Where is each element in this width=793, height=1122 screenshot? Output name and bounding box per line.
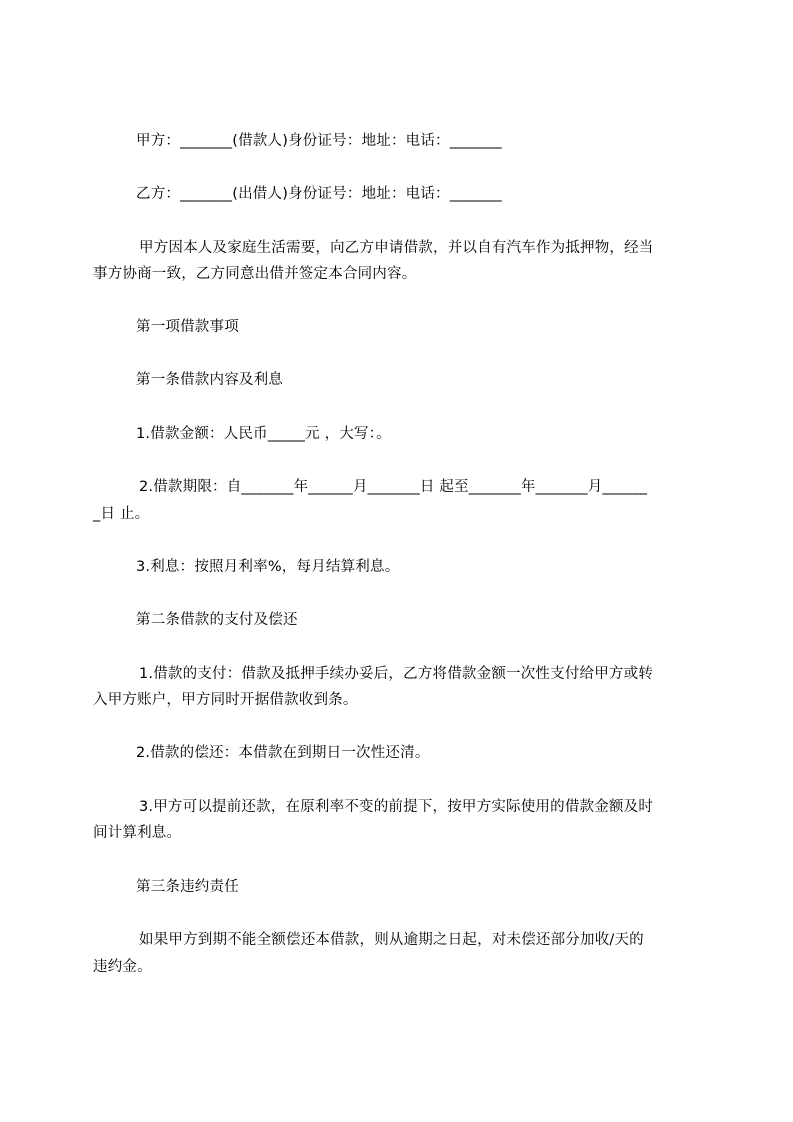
- payment-line-1: 1.借款的支付：借款及抵押手续办妥后，乙方将借款金额一次性支付给甲方或转: [139, 666, 654, 682]
- section-1-title: 第一项借款事项: [136, 319, 239, 335]
- loan-amount-item: 1.借款金额：人民币_____元 ，大写：。: [136, 426, 391, 442]
- breach-line-2: 违约金。: [93, 959, 152, 975]
- loan-term-line-2: _日 止。: [93, 506, 150, 522]
- interest-item: 3.利息：按照月利率%，每月结算利息。: [136, 559, 400, 575]
- breach-line-1: 如果甲方到期不能全额偿还本借款，则从逾期之日起，对未偿还部分加收/天的: [139, 932, 644, 948]
- repayment-item: 2.借款的偿还：本借款在到期日一次性还清。: [136, 745, 430, 761]
- intro-line-2: 事方协商一致，乙方同意出借并签定本合同内容。: [93, 266, 417, 282]
- payment-line-2: 入甲方账户，甲方同时开据借款收到条。: [93, 692, 358, 708]
- party-b-line: 乙方：_______(出借人)身份证号：地址：电话：_______: [136, 186, 502, 202]
- loan-term-line-1: 2.借款期限：自_______年______月_______日 起至_______年_______月______: [139, 479, 648, 495]
- party-a-line: 甲方：_______(借款人)身份证号：地址：电话：_______: [136, 133, 502, 149]
- article-3-title: 第三条违约责任: [136, 879, 239, 895]
- article-1-title: 第一条借款内容及利息: [136, 372, 283, 388]
- early-repayment-line-2: 间计算利息。: [93, 825, 182, 841]
- article-2-title: 第二条借款的支付及偿还: [136, 612, 298, 628]
- early-repayment-line-1: 3.甲方可以提前还款，在原利率不变的前提下，按甲方实际使用的借款金额及时: [139, 799, 654, 815]
- intro-line-1: 甲方因本人及家庭生活需要，向乙方申请借款，并以自有汽车作为抵押物，经当: [139, 240, 654, 256]
